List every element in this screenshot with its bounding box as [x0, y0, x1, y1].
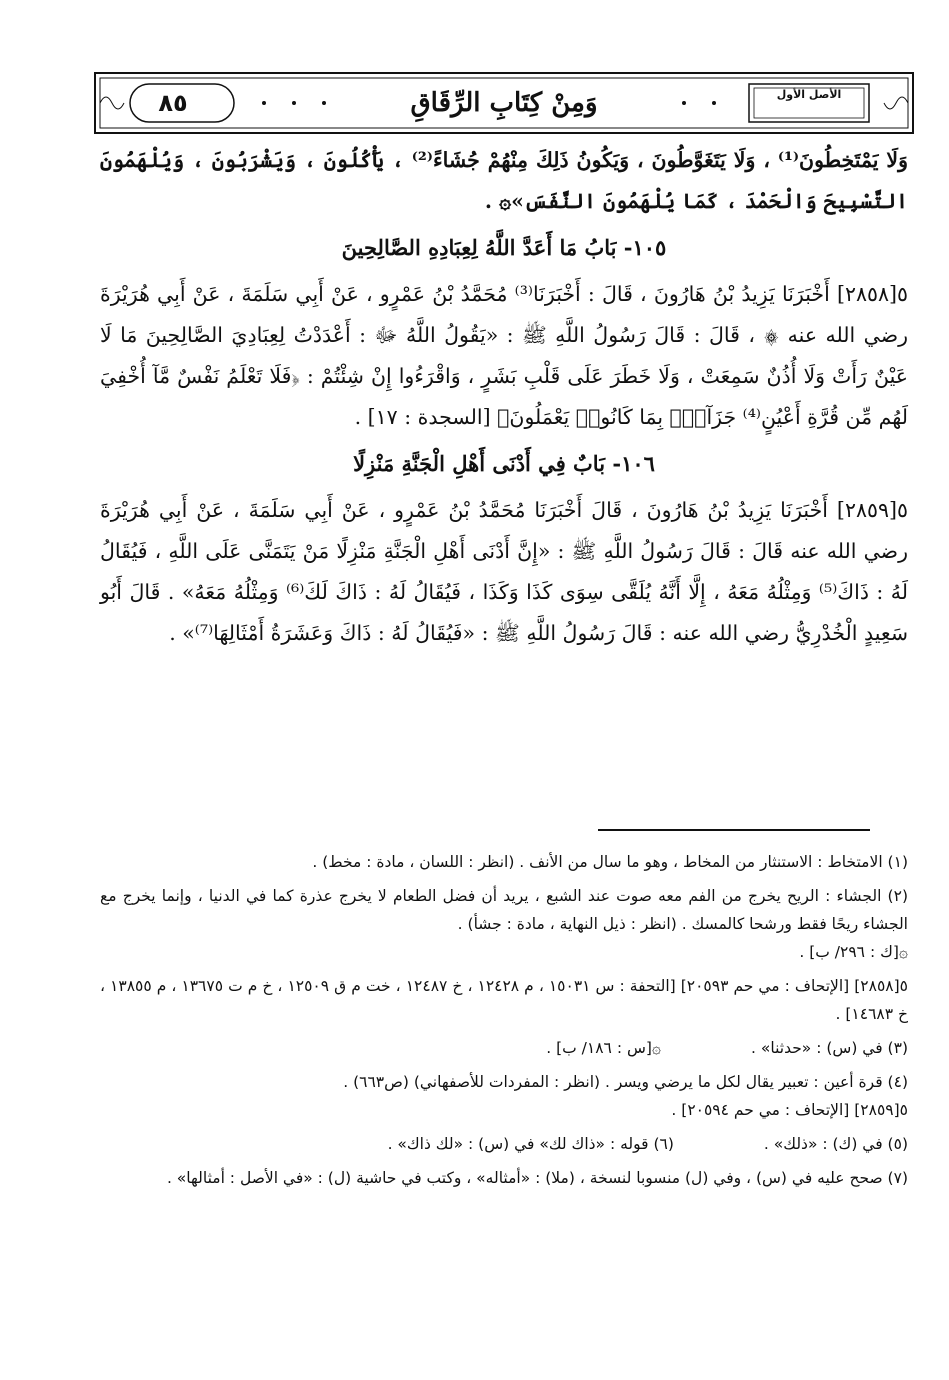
takhrij-2858: ٥[٢٨٥٨] [الإتحاف : مي حم ٢٠٥٩٣] [التحفة : س ١٥٠٣١ ، م ١٢٤٢٨ ، خ ١٢٤٨٧ ، خت م ق ١٢٥٠٩ ، خ م ت ١٣٦٧٥ ، م ١٣٨٥٥ ، خ ١٤٦٨٣] .: [100, 977, 908, 1023]
footnotes: [100, 848, 908, 1198]
footnote-3-manuscript-ref: ۞[س : ١٨٦/ ب] .: [546, 1039, 662, 1057]
footnote-1: (١) الامتخاط : الاستنثار من المخاط ، وهو ما سال من الأنف . (انظر : اللسان ، مادة : مخط) .: [312, 853, 908, 871]
footnote-3: (٣) في (س) : «حدثنا» .: [751, 1039, 908, 1057]
running-title: وَمِنْ كِتَابِ الرِّقَاقِ: [410, 88, 598, 118]
main-text: [100, 140, 908, 654]
publisher-logo-text: الأصل الأول: [776, 88, 842, 101]
page-number: ٨٥: [158, 89, 188, 117]
hadith-2859: ٥[٢٨٥٩] أَخْبَرَنَا يَزِيدُ بْنُ هَارُونَ ، قَالَ أَخْبَرَنَا مُحَمَّدُ بْنُ عَمْرٍو ، عَنْ أَبِي سَلَمَةَ ، عَنْ أَبِي هُرَيْرَةَ رضي الله عنه قَالَ : قَالَ رَسُولُ اللَّهِ ﷺ : «إِنَّ أَدْنَى أَهْلِ الْجَنَّةِ مَنْزِلًا مَنْ يَتَمَنَّى عَلَى اللَّهِ ، فَيُقَالُ لَهُ : ذَاكَ⁽⁵⁾ وَمِثْلُهُ مَعَهُ ، إِلَّا أَنَّهُ يُلَقَّى سِوَى كَذَا وَكَذَا ، فَيُقَالُ لَهُ : ذَاكَ لَكَ⁽⁶⁾ وَمِثْلُهُ مَعَهُ» . قَالَ أَبُو سَعِيدٍ الْخُدْرِيُّ رضي الله عنه : قَالَ رَسُولُ اللَّهِ ﷺ : «فَيُقَالُ لَهُ : ذَاكَ وَعَشَرَةُ أَمْثَالِهَا⁽⁷⁾» .: [100, 498, 909, 645]
chapter-heading-105: ١٠٥- بَابُ مَا أَعَدَّ اللَّهُ لِعِبَادِهِ الصَّالِحِينَ: [341, 235, 667, 260]
footnote-2-manuscript-ref: ۞[ك : ٢٩٦/ ب] .: [799, 943, 908, 961]
footnote-4: (٤) قرة أعين : تعبير يقال لكل ما يرضي ويسر . (انظر : المفردات للأصفهاني) (ص٦٦٣) .: [343, 1073, 908, 1091]
chapter-heading-106: ١٠٦- بَابٌ فِي أَدْنَى أَهْلِ الْجَنَّةِ مَنْزِلًا: [353, 451, 655, 476]
hadith-2858: ٥[٢٨٥٨] أَخْبَرَنَا يَزِيدُ بْنُ هَارُونَ ، قَالَ : أَخْبَرَنَا⁽³⁾ مُحَمَّدُ بْنُ عَمْرٍو ، عَنْ أَبِي سَلَمَةَ ، عَنْ أَبِي هُرَيْرَةَ رضي الله عنه ۞ ، قَالَ : قَالَ رَسُولُ اللَّهِ ﷺ : «يَقُولُ اللَّهُ ﷻ : أَعْدَدْتُ لِعِبَادِيَ الصَّالِحِينَ مَا لَا عَيْنٌ رَأَتْ وَلَا أُذُنٌ سَمِعَتْ ، وَلَا خَطَرَ عَلَى قَلْبِ بَشَرٍ ، وَاقْرَءُوا إِنْ شِئْتُمْ : ﴿فَلَا تَعْلَمُ نَفْسٌ مَّآ أُخْفِيَ لَهُم مِّن قُرَّةِ أَعْيُنٍ⁽⁴⁾ جَزَآءَۢ بِمَا كَانُوا۟ يَعْمَلُونَ﴾ [السجدة : ١٧] .: [100, 282, 908, 429]
footnote-3-row: [100, 1034, 908, 1062]
footnote-5: (٥) في (ك) : «ذلك» .: [763, 1135, 908, 1153]
footnote-2: (٢) الجشاء : الريح يخرج من الفم معه صوت عند الشبع ، يريد أن فضل الطعام لا يخرج عذرة كما في الدنيا ، وإنما يخرج مع الجشاء ريحًا فقط ورشحا كالمسك . (انظر : ذيل النهاية ، مادة : جشأ) .: [100, 887, 908, 933]
footnote-6: (٦) قوله : «ذاك لك» في (س) : «لك ذاك» .: [387, 1135, 674, 1153]
paragraph-1: وَلَا يَمْتَخِطُونَ⁽¹⁾ ، وَلَا يَتَغَوَّطُونَ ، وَيَكُونُ ذَلِكَ مِنْهُمْ جُشَاءً⁽²⁾ ، يَأْكُلُونَ ، وَيَشْرَبُونَ ، وَيُلْهَمُونَ التَّسْبِيحَ وَالْحَمْدَ ، كَمَا يُلْهَمُونَ النَّفَسَ»۞ .: [100, 148, 909, 213]
footnote-divider: [598, 829, 870, 831]
takhrij-2859: ٥[٢٨٥٩] [الإتحاف : مي حم ٢٠٥٩٤] .: [671, 1101, 908, 1119]
page-header: [94, 72, 914, 134]
footnote-5-6-row: [100, 1130, 908, 1158]
footnote-7: (٧) صحح عليه في (س) ، وفي (ل) منسوبا لنسخة ، (ملا) : «أمثاله» ، وكتب في حاشية (ل) : «في الأصل : أمثالها» .: [166, 1169, 908, 1187]
